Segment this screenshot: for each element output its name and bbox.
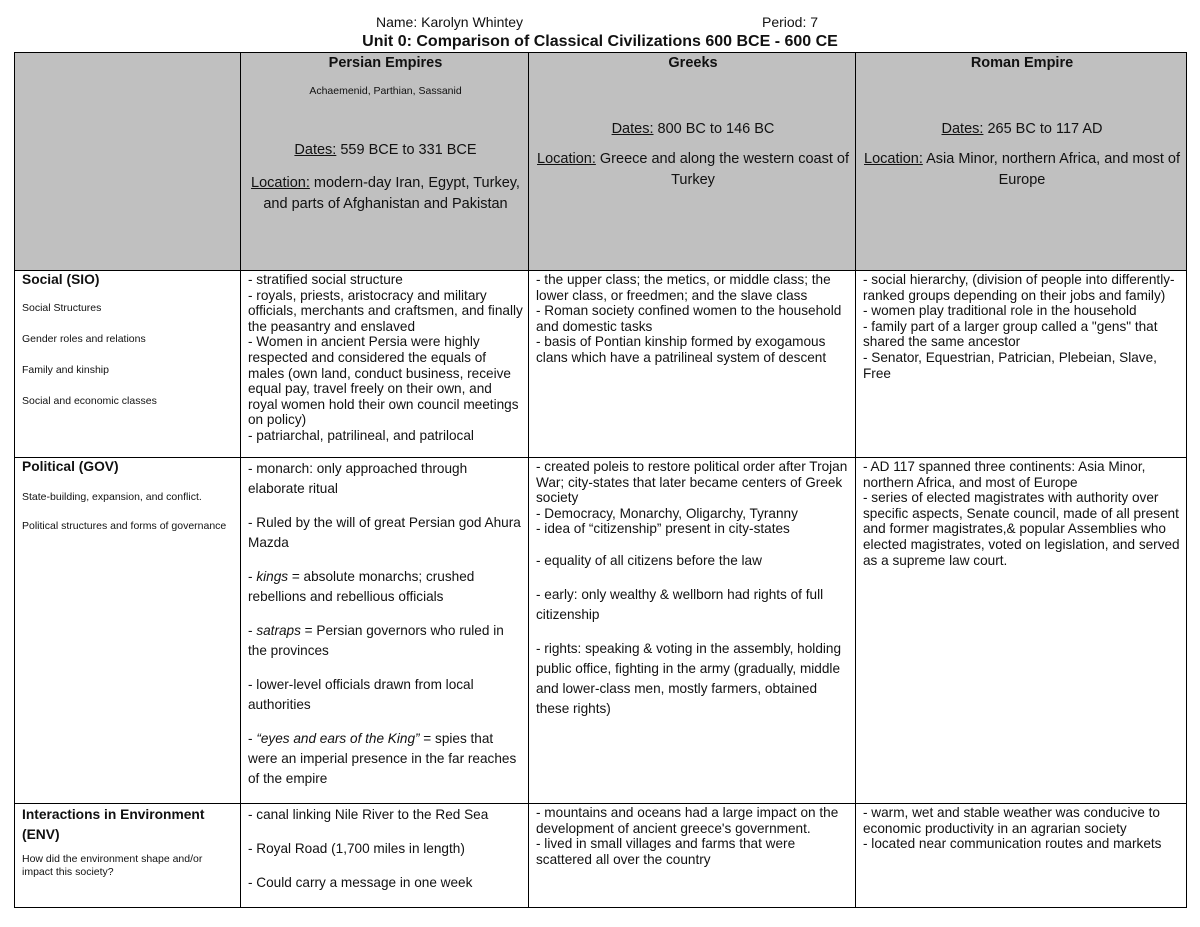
cell-line: - royals, priests, aristocracy and military officials, merchants and craftsmen, and finally the peasantry and enslaved bbox=[248, 287, 523, 334]
cell-line: - Roman society confined women to the household and domestic tasks bbox=[536, 303, 842, 334]
cell-line: - “eyes and ears of the King” = spies that were an imperial presence in the far reaches of the empire bbox=[248, 731, 517, 786]
table-header-row bbox=[15, 53, 1187, 271]
term-definition: = absolute monarchs; crushed rebellions and rebellious officials bbox=[248, 569, 475, 604]
greeks-dates bbox=[536, 122, 850, 138]
social-heading-cell bbox=[15, 271, 241, 458]
cell-line: - Royal Road (1,700 miles in length) bbox=[248, 841, 465, 856]
comparison-table bbox=[14, 52, 1187, 908]
cell-line: - series of elected magistrates with authority over specific aspects, Senate council, made of all present and former magistrates,& popular Assemblies who elected magistrates, voted on legislation, and served as a supreme law court. bbox=[863, 490, 1180, 568]
dates-value: 800 BC to 146 BC bbox=[653, 120, 775, 137]
social-persian-cell bbox=[241, 271, 529, 458]
page-title: Unit 0: Comparison of Classical Civilizations 600 BCE - 600 CE bbox=[362, 33, 838, 50]
dates-label: Dates: bbox=[611, 120, 654, 137]
row-subheading: State-building, expansion, and conflict. bbox=[22, 490, 202, 503]
social-row bbox=[15, 271, 1187, 458]
cell-line: - the upper class; the metics, or middle class; the lower class, or freedmen; and the slave class bbox=[536, 272, 831, 303]
environment-roman-cell bbox=[856, 804, 1187, 908]
cell-line: - patriarchal, patrilineal, and patrilocal bbox=[248, 427, 474, 443]
social-heading: Social (SIO) bbox=[22, 272, 100, 287]
political-heading: Political (GOV) bbox=[22, 459, 119, 474]
persian-dates bbox=[248, 143, 523, 159]
dates-label: Dates: bbox=[294, 142, 337, 159]
cell-line: - created poleis to restore political order after Trojan War; city-states that later became centers of Greek society bbox=[536, 459, 848, 506]
cell-line: - equality of all citizens before the law bbox=[536, 552, 762, 568]
cell-line: - kings = absolute monarchs; crushed rebellions and rebellious officials bbox=[248, 569, 475, 604]
cell-line: - Women in ancient Persia were highly respected and considered the equals of males (own land, conduct business, receive equal pay, travel freely on their own, and royal women hold their own council meetings on policy) bbox=[248, 334, 519, 428]
header-corner-cell bbox=[15, 53, 241, 271]
cell-line: - Could carry a message in one week bbox=[248, 875, 473, 890]
student-name: Name: Karolyn Whintey bbox=[376, 14, 524, 30]
location-value: Asia Minor, northern Africa, and most of Europe bbox=[922, 151, 1180, 189]
roman-title: Roman Empire bbox=[970, 55, 1074, 71]
cell-line: - warm, wet and stable weather was conducive to economic productivity in an agrarian society bbox=[863, 805, 1160, 836]
cell-line: - Senator, Equestrian, Patrician, Plebeian, Slave, Free bbox=[863, 349, 1157, 381]
cell-line: - lived in small villages and farms that were scattered all over the country bbox=[536, 836, 796, 867]
cell-line: - located near communication routes and markets bbox=[863, 836, 1162, 852]
persian-location bbox=[248, 173, 523, 215]
header-greeks-cell bbox=[529, 53, 856, 271]
cell-line: - early: only wealthy & wellborn had rights of full citizenship bbox=[536, 586, 824, 622]
cell-line: - idea of “citizenship” present in city-states bbox=[536, 521, 790, 537]
cell-line: - rights: speaking & voting in the assembly, holding public office, fighting in the army (gradually, middle and lower-class men, mostly farmers, obtained these rights) bbox=[536, 640, 842, 716]
political-persian-cell bbox=[241, 458, 529, 804]
cell-line: - Ruled by the will of great Persian god Ahura Mazda bbox=[248, 515, 521, 550]
term-definition: = Persian governors who ruled in the provinces bbox=[248, 623, 504, 658]
dates-value: 265 BC to 117 AD bbox=[983, 120, 1103, 137]
header-roman-cell bbox=[856, 53, 1187, 271]
political-heading-cell bbox=[15, 458, 241, 804]
dates-label: Dates: bbox=[941, 120, 984, 137]
emphasis-term: “eyes and ears of the King” bbox=[256, 731, 420, 746]
row-subheading: Gender roles and relations bbox=[22, 332, 146, 345]
social-roman-cell bbox=[856, 271, 1187, 458]
location-value: Greece and along the western coast of Turkey bbox=[595, 151, 849, 189]
cell-line: - Democracy, Monarchy, Oligarchy, Tyranny bbox=[536, 505, 798, 521]
location-label: Location: bbox=[864, 151, 923, 168]
environment-row bbox=[15, 804, 1187, 908]
cell-line: - AD 117 spanned three continents: Asia Minor, northern Africa, and most of Europe bbox=[863, 459, 1146, 490]
persian-subtitle: Achaemenid, Parthian, Sassanid bbox=[309, 84, 462, 97]
social-greeks-cell bbox=[529, 271, 856, 458]
greeks-title: Greeks bbox=[668, 55, 718, 71]
row-subheading: Family and kinship bbox=[22, 363, 109, 376]
term-definition: = spies that were an imperial presence in the far reaches of the empire bbox=[248, 731, 517, 786]
environment-greeks-cell bbox=[529, 804, 856, 908]
row-subheading: Political structures and forms of governance bbox=[22, 519, 227, 532]
cell-line: - family part of a larger group called a "gens" that shared the same ancestor bbox=[863, 318, 1158, 350]
cell-line: - satraps = Persian governors who ruled in the provinces bbox=[248, 623, 504, 658]
environment-heading: Interactions in Environment (ENV) bbox=[22, 807, 205, 842]
cell-line: - basis of Pontian kinship formed by exogamous clans which have a patrilineal system of descent bbox=[536, 334, 827, 365]
location-label: Location: bbox=[537, 151, 596, 168]
class-period: Period: 7 bbox=[762, 14, 819, 30]
environment-heading-cell bbox=[15, 804, 241, 908]
political-row bbox=[15, 458, 1187, 804]
greeks-location bbox=[536, 149, 850, 191]
persian-title: Persian Empires bbox=[328, 55, 443, 71]
cell-line: - monarch: only approached through elaborate ritual bbox=[248, 461, 468, 496]
cell-line: - lower-level officials drawn from local authorities bbox=[248, 677, 474, 712]
location-value: modern-day Iran, Egypt, Turkey, and parts of Afghanistan and Pakistan bbox=[263, 174, 520, 212]
row-subheading: Social Structures bbox=[22, 301, 102, 314]
cell-line: - canal linking Nile River to the Red Sea bbox=[248, 807, 489, 822]
row-subheading: How did the environment shape and/or impact this society? bbox=[22, 853, 203, 878]
roman-dates bbox=[863, 122, 1181, 138]
emphasis-term: satraps bbox=[256, 623, 301, 638]
cell-line: - stratified social structure bbox=[248, 272, 403, 287]
row-subheading: Social and economic classes bbox=[22, 394, 157, 407]
roman-location bbox=[863, 149, 1181, 191]
environment-persian-cell bbox=[241, 804, 529, 908]
cell-line: - women play traditional role in the household bbox=[863, 303, 1137, 319]
cell-line: - social hierarchy, (division of people into differently-ranked groups depending on their jobs and family) bbox=[863, 272, 1175, 303]
political-greeks-cell bbox=[529, 458, 856, 804]
political-roman-cell bbox=[856, 458, 1187, 804]
emphasis-term: kings bbox=[256, 569, 289, 584]
cell-line: - mountains and oceans had a large impact on the development of ancient greece's government. bbox=[536, 805, 839, 836]
dates-value: 559 BCE to 331 BCE bbox=[336, 142, 477, 159]
header-persian-cell bbox=[241, 53, 529, 271]
location-label: Location: bbox=[251, 174, 310, 191]
